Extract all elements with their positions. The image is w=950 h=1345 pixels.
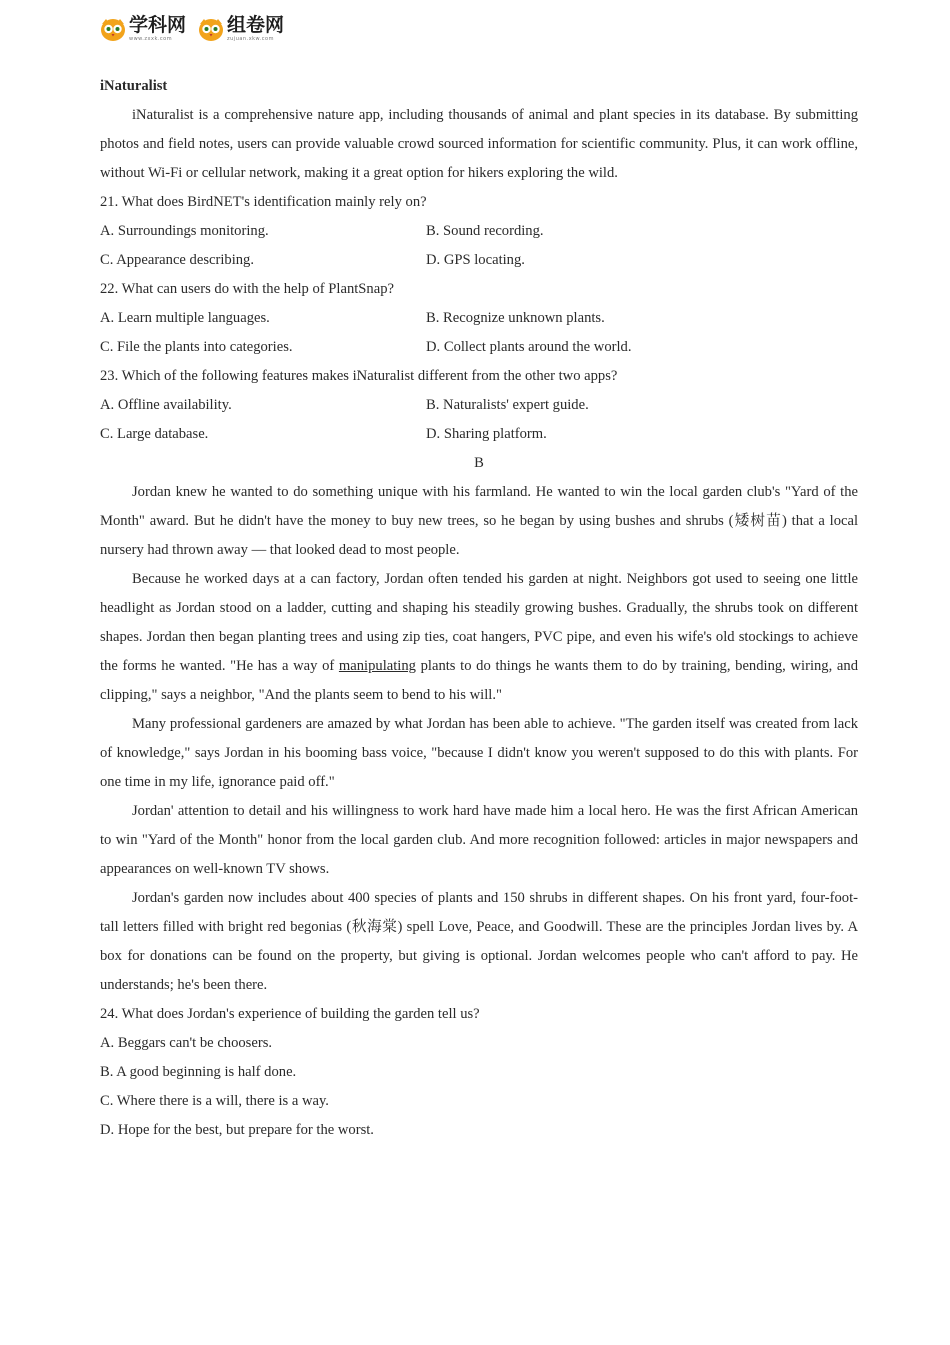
logo-url: zujuan.xkw.com — [227, 36, 274, 42]
app-description: iNaturalist is a comprehensive nature app, including thousands of animal and plant species in its database. By submitting photos and field notes, users can provide valuable crowd sourced information for scientific community. Plus, it can work offline, without Wi-Fi or cellular network, making it a great option for hikers exploring the wild. — [100, 107, 858, 181]
xuekewang-logo — [100, 16, 186, 42]
option-b: B. Sound recording. — [426, 223, 544, 239]
option-c: C. Large database. — [100, 426, 209, 442]
option-b: B. Naturalists' expert guide. — [426, 397, 589, 413]
option-b: B. Recognize unknown plants. — [426, 310, 605, 326]
options-row — [100, 391, 858, 420]
option-d: D. Sharing platform. — [426, 426, 547, 442]
passage-paragraph — [100, 565, 858, 710]
zujuanwang-logo — [198, 16, 284, 42]
option-b: B. A good beginning is half done. — [100, 1064, 297, 1080]
option-a: A. Beggars can't be choosers. — [100, 1035, 273, 1051]
passage-paragraph: Jordan' attention to detail and his willingness to work hard have made him a local hero. He was the first African American to win "Yard of the Month" honor from the local garden club. And more recognition followed: articles in major newspapers and appearances on well-known TV shows. — [100, 803, 858, 877]
question-stem: 21. What does BirdNET's identification mainly rely on? — [100, 194, 427, 210]
question-stem: 24. What does Jordan's experience of building the garden tell us? — [100, 1006, 480, 1022]
options-row — [100, 304, 858, 333]
paragraph-text: Because he worked days at a can factory, Jordan often tended his garden at night. Neighbors got used to seeing one little headlight as Jordan stood on a ladder, cutting and shaping his steadily growing bushes. Gradually, the shrubs took on different shapes. Jordan then began planting trees and using zip ties, coat hangers, PVC pipe, and even his wife's old stockings to achieve the forms he wanted. "He has a way of — [100, 571, 858, 674]
option-a: A. Learn multiple languages. — [100, 310, 270, 326]
question-stem: 22. What can users do with the help of PlantSnap? — [100, 281, 394, 297]
logo-url: www.zxxk.com — [129, 36, 173, 42]
options-row — [100, 333, 858, 362]
options-row — [100, 420, 858, 449]
document-body — [100, 72, 858, 1145]
option-c: C. File the plants into categories. — [100, 339, 293, 355]
option-d: D. Hope for the best, but prepare for the worst. — [100, 1122, 374, 1138]
passage-paragraph: Jordan knew he wanted to do something unique with his farmland. He wanted to win the local garden club's "Yard of the Month" award. But he didn't have the money to buy new trees, so he began by using bushes and shrubs (矮树苗) that a local nursery had thrown away — that looked dead to most people. — [100, 484, 858, 558]
question-stem: 23. Which of the following features makes iNaturalist different from the other two apps? — [100, 368, 618, 384]
paragraph-text: plants to do things he wants them to do by training, bending, wiring, and clipping," says a neighbor, "And the plants seem to bend to his will." — [100, 658, 858, 703]
option-c: C. Where there is a will, there is a way. — [100, 1093, 329, 1109]
page-header — [100, 12, 284, 46]
owl-logo-icon — [100, 16, 126, 42]
options-row — [100, 246, 858, 275]
owl-logo-icon — [198, 16, 224, 42]
logo-title: 学科网 — [129, 14, 187, 36]
passage-paragraph: Many professional gardeners are amazed by what Jordan has been able to achieve. "The garden itself was created from lack of knowledge," says Jordan in his booming bass voice, "because I didn't know you weren't supposed to do this with plants. For one time in my life, ignorance paid off." — [100, 716, 858, 790]
option-d: D. GPS locating. — [426, 252, 525, 268]
section-label: B — [474, 455, 484, 471]
passage-paragraph: Jordan's garden now includes about 400 species of plants and 150 shrubs in different shapes. On his front yard, four-foot-tall letters filled with bright red begonias (秋海棠) spell Love, Peace, and Goodwill. These are the principles Jordan lives by. A box for donations can be found on the property, but giving is optional. Jordan welcomes people who can't afford to pay. He understands; he's been there. — [100, 890, 858, 993]
logo-title: 组卷网 — [227, 14, 285, 36]
option-c: C. Appearance describing. — [100, 252, 254, 268]
option-d: D. Collect plants around the world. — [426, 339, 632, 355]
app-title: iNaturalist — [100, 78, 168, 94]
option-a: A. Offline availability. — [100, 397, 232, 413]
options-row — [100, 217, 858, 246]
underlined-word: manipulating — [338, 658, 416, 674]
option-a: A. Surroundings monitoring. — [100, 223, 269, 239]
